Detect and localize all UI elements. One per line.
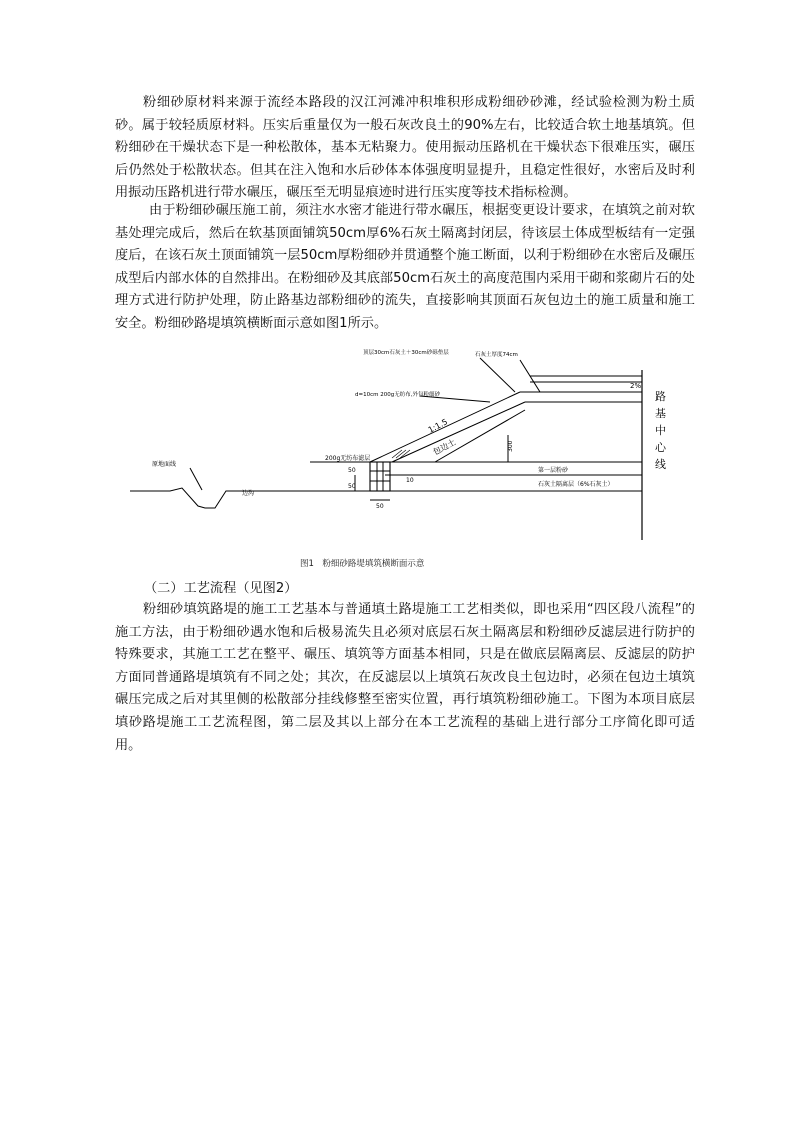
cross-section-figure <box>130 340 670 550</box>
ditch-label: 边沟 <box>242 490 255 497</box>
layer-sand-label: 第一层粉砂 <box>538 467 569 474</box>
centerline-char-1: 路 <box>655 390 666 403</box>
dim-10-label: 10 <box>406 477 414 484</box>
centerline-char-4: 心 <box>655 441 666 454</box>
section-heading: （二）工艺流程（见图2） <box>144 581 298 596</box>
centerline-label-group <box>655 390 667 471</box>
dim-50a-label: 50 <box>348 467 356 474</box>
centerline-char-3: 中 <box>655 424 666 437</box>
top-note2-label: 石灰土厚度74cm <box>475 352 518 358</box>
inner-slope <box>392 402 525 462</box>
paragraph-3: 粉细砂填筑路堤的施工工艺基本与普通填土路堤施工工艺相类似，即也采用“四区段八流程”的施工方法，由于粉细砂遇水饱和后极易流失且必须对底层石灰土隔离层和粉细砂反滤层进行防护的特殊要求，其施工工艺在整平、碾压、填筑等方面基本相同，只是在做底层隔离层、反滤层的防护方面同普通路堤填筑有不同之处；其次，在反滤层以上填筑石灰改良土包边时，必须在包边土填筑碾压完成之后对其里侧的松散部分挂线修整至密实位置，再行填筑粉细砂施工。下图为本项目底层填砂路堤施工工艺流程图，第二层及其以上部分在本工艺流程的基础上进行部分工序简化即可适用。 <box>115 602 695 753</box>
dim-50b-label: 50 <box>348 483 356 490</box>
side-note-label: d=10cm 200g无纺布,外包粉细砂 <box>355 392 440 398</box>
ground-label: 原地面线 <box>152 461 177 468</box>
paragraph-1: 粉细砂原材料来源于流经本路段的汉江河滩冲积堆积形成粉细砂砂滩，经试验检测为粉土质砂。属于较轻质原材料。压实后重量仅为一般石灰改良土的90%左右，比较适合软土地基填筑。但粉细砂在干燥状态下是一种松散体，基本无粘聚力。使用振动压路机在干燥状态下很难压实，碾压后仍然处于松散状态。但其在注入饱和水后砂体本体强度明显提升，且稳定性很好，水密后及时利用振动压路机进行带水碾压，碾压至无明显痕迹时进行压实度等技术指标检测。 <box>115 95 695 201</box>
centerline-char-5: 线 <box>655 458 666 471</box>
height-300-label: 300 <box>507 440 514 452</box>
slope-percent-label: 2% <box>630 382 642 390</box>
top-note-label: 顶层30cm石灰土＋30cm砂砾垫层 <box>363 350 449 356</box>
cross-section-drawing <box>130 340 670 550</box>
geo-label: 200g无纺布滤层 <box>325 455 371 462</box>
paragraph-2: 由于粉细砂碾压施工前，须注水水密才能进行带水碾压，根据变更设计要求，在填筑之前对软基处理完成后，然后在软基顶面铺筑50cm厚6%石灰土隔离封闭层，待该层土体成型板结有一定强度后，在该石灰土顶面铺筑一层50cm厚粉细砂并贯通整个施工断面，以利于粉细砂在水密后及碾压成型后内部水体的自然排出。在粉细砂及其底部50cm石灰土的高度范围内采用干砌和浆砌片石的处理方式进行防护处理，防止路基边部粉细砂的流失，直接影响其顶面石灰包边土的施工质量和施工安全。粉细砂路堤填筑横断面示意如图1所示。 <box>115 203 695 331</box>
fill-label: 包边土 <box>431 437 458 457</box>
stone-protection <box>370 462 390 491</box>
figure-caption: 图1 粉细砂路堤填筑横断面示意 <box>300 559 425 569</box>
slope-ratio-label: 1:1.5 <box>426 417 450 435</box>
centerline-char-2: 基 <box>655 407 666 420</box>
layer-lime-label: 石灰土隔离层（6%石灰土） <box>538 481 614 488</box>
ground-line <box>130 488 310 508</box>
dim-50c-label: 50 <box>376 503 384 510</box>
